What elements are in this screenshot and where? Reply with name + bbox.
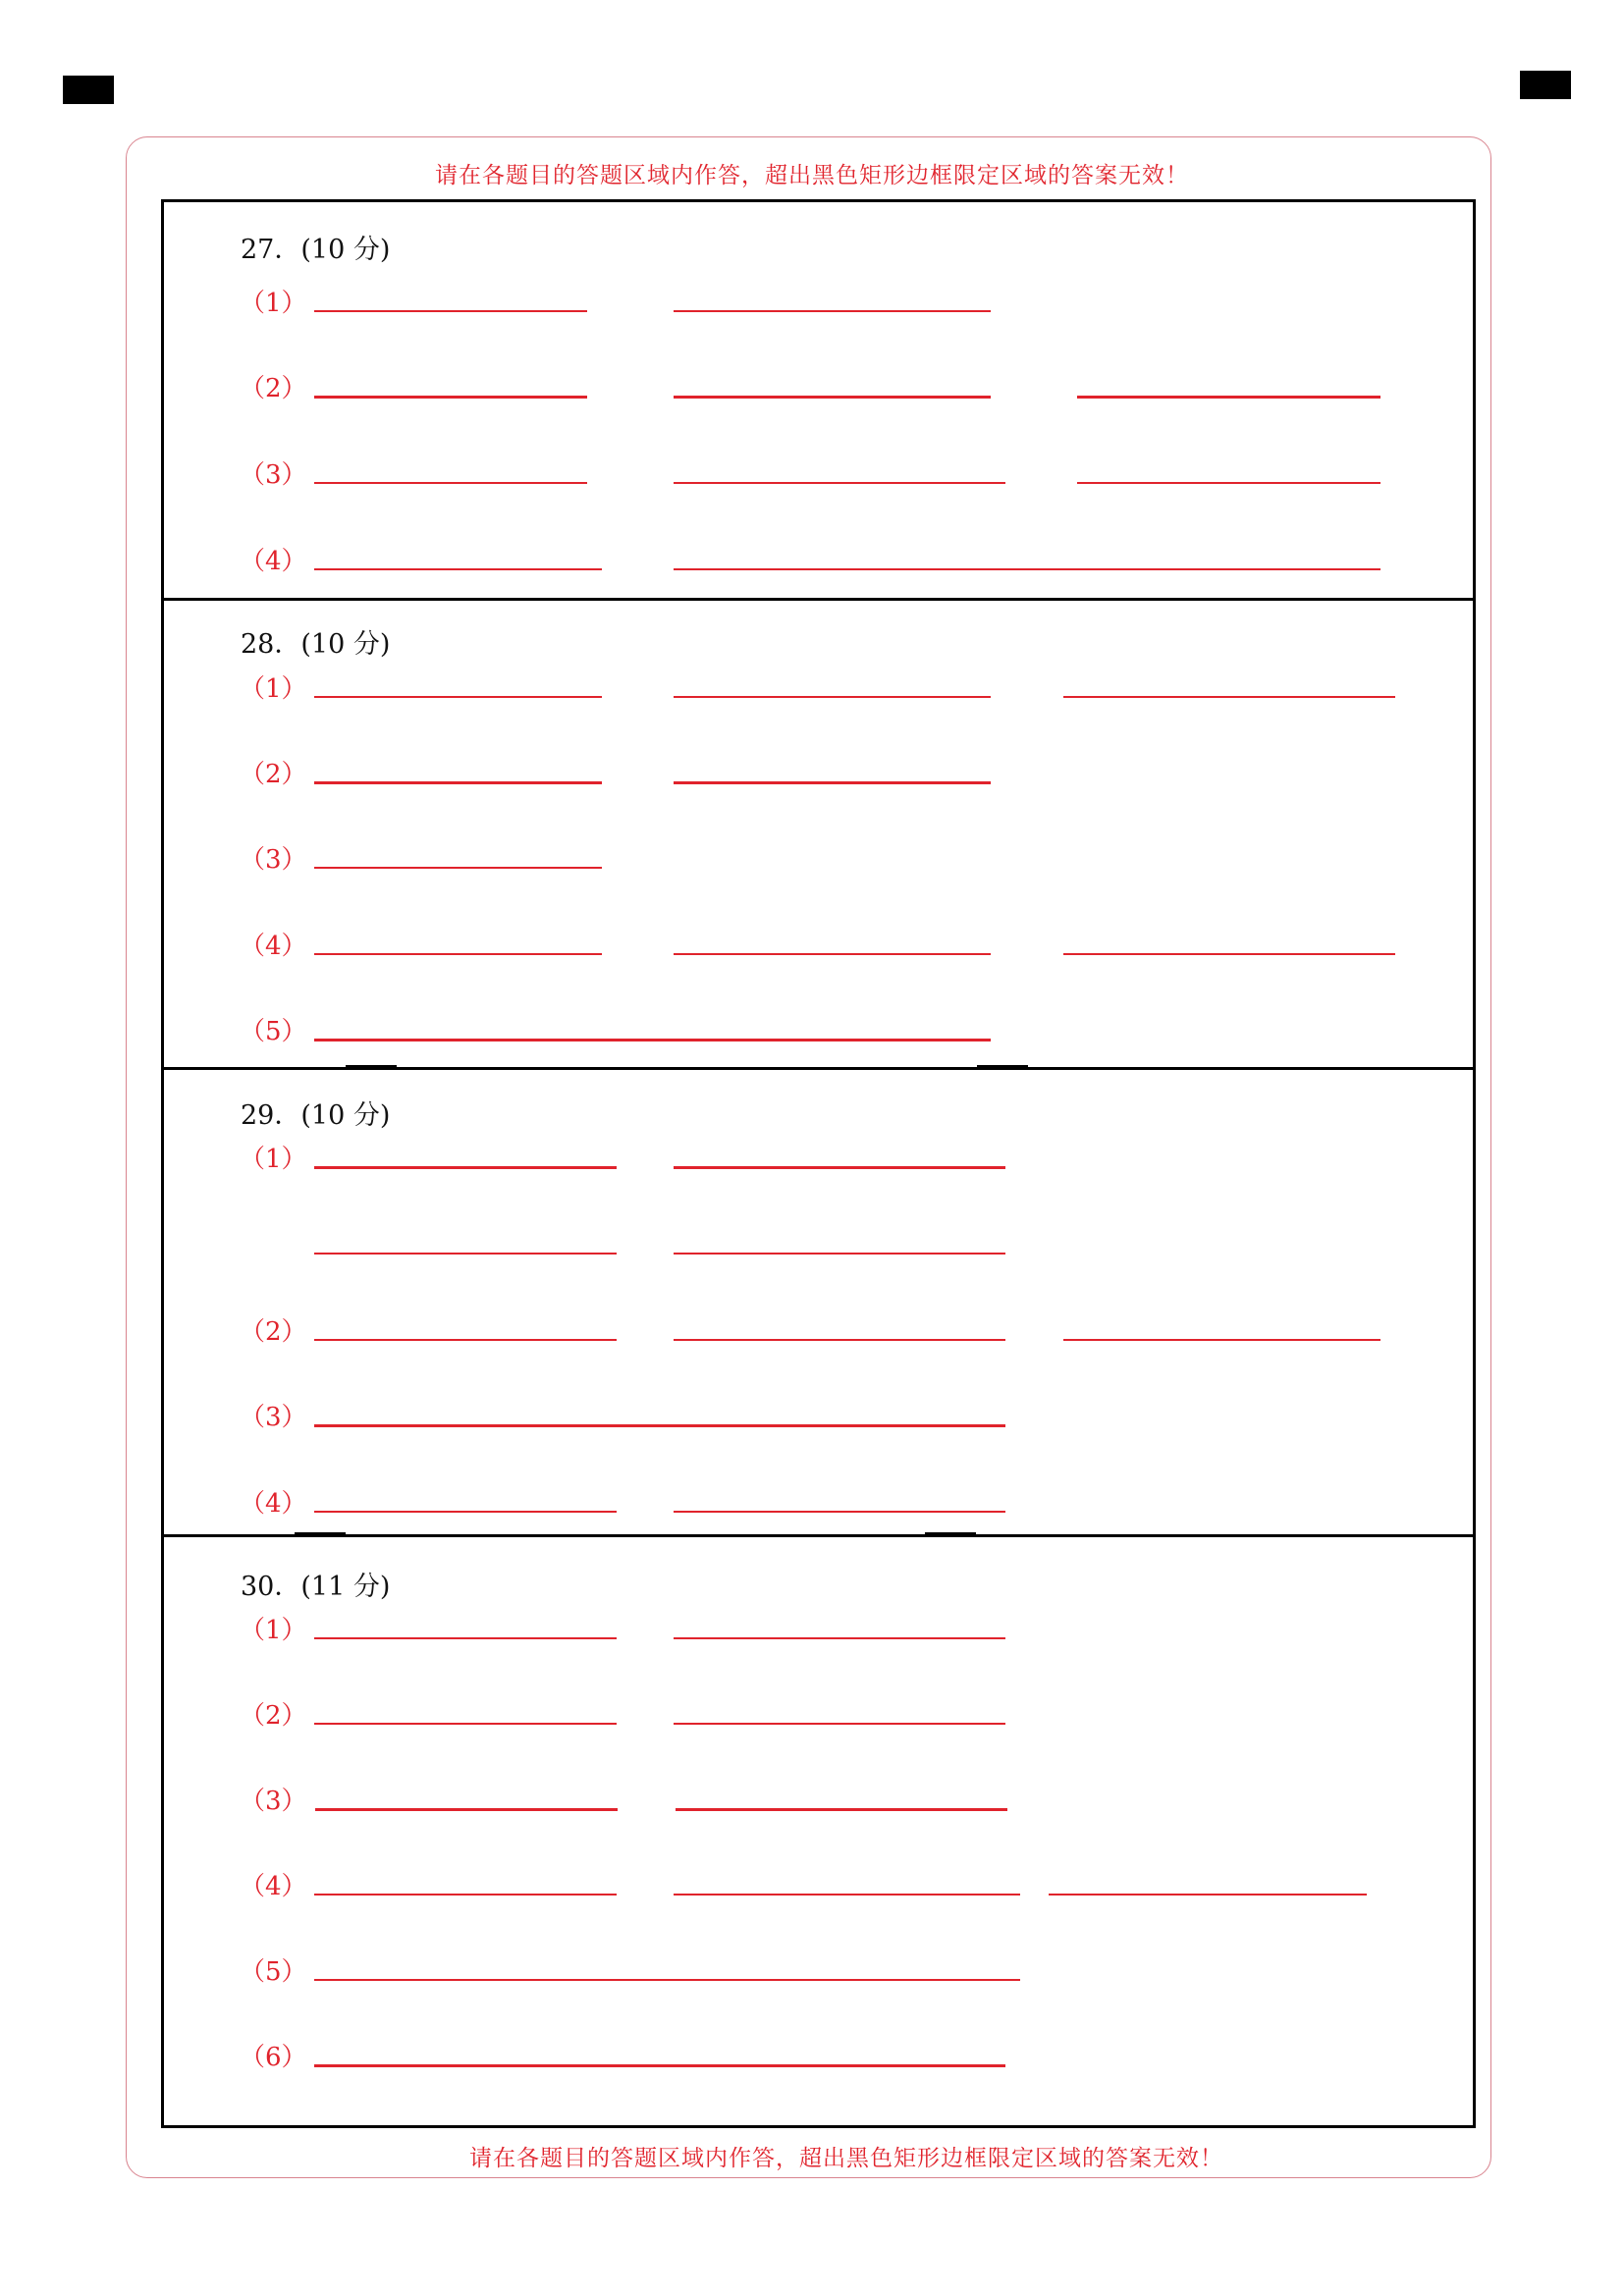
answer-blank[interactable] [674, 953, 991, 955]
answer-blank[interactable] [674, 1894, 1020, 1896]
answer-blank[interactable] [674, 1637, 1005, 1639]
answer-blank[interactable] [674, 781, 991, 784]
divider-29-30 [161, 1534, 1476, 1537]
answer-blank[interactable] [1077, 482, 1380, 484]
q29-label-1: （1） [240, 1145, 307, 1174]
answer-blank[interactable] [315, 1808, 618, 1811]
divider-mark [977, 1065, 1028, 1068]
answer-blank[interactable] [674, 1253, 1005, 1255]
answer-blank[interactable] [314, 953, 602, 955]
answer-blank[interactable] [1063, 1339, 1380, 1341]
answer-blank[interactable] [314, 1637, 617, 1639]
divider-mark [346, 1065, 397, 1068]
alignment-mark-right [1520, 71, 1571, 99]
divider-27-28 [161, 598, 1476, 601]
answer-blank[interactable] [314, 2064, 1005, 2067]
q29-label-2: （2） [240, 1317, 307, 1347]
answer-blank[interactable] [674, 1339, 1005, 1341]
answer-frame [161, 199, 1476, 2128]
q30-label-6: （6） [240, 2043, 307, 2072]
q28-label-3: （3） [240, 845, 307, 875]
answer-blank[interactable] [314, 1253, 617, 1255]
q27-label-4: （4） [240, 547, 307, 576]
answer-blank[interactable] [314, 568, 602, 570]
q30-label-1: （1） [240, 1616, 307, 1645]
alignment-mark-left [63, 76, 114, 104]
answer-blank[interactable] [674, 1723, 1005, 1725]
answer-blank[interactable] [314, 1979, 1020, 1981]
q28-label-5: （5） [240, 1017, 307, 1046]
q30-label-4: （4） [240, 1872, 307, 1901]
answer-blank[interactable] [1063, 696, 1395, 698]
answer-blank[interactable] [674, 1166, 1005, 1169]
answer-blank[interactable] [314, 1339, 617, 1341]
q30-label-3: （3） [240, 1787, 307, 1816]
answer-blank[interactable] [314, 1723, 617, 1725]
divider-mark [295, 1532, 346, 1535]
question-28-title: 28．(10 分) [241, 629, 391, 660]
q29-label-4: （4） [240, 1489, 307, 1519]
question-27-title: 27．(10 分) [241, 235, 391, 265]
q27-label-3: （3） [240, 460, 307, 490]
answer-blank[interactable] [314, 310, 587, 312]
answer-blank[interactable] [1077, 396, 1380, 399]
q30-label-2: （2） [240, 1701, 307, 1731]
question-30-title: 30．(11 分) [241, 1572, 391, 1602]
answer-blank[interactable] [674, 1511, 1005, 1513]
answer-blank[interactable] [674, 696, 991, 698]
q28-label-4: （4） [240, 932, 307, 961]
answer-blank[interactable] [674, 482, 1005, 484]
answer-blank[interactable] [1049, 1894, 1367, 1896]
divider-mark [925, 1532, 976, 1535]
q27-label-2: （2） [240, 374, 307, 403]
answer-blank[interactable] [314, 781, 602, 784]
answer-blank[interactable] [1063, 953, 1395, 955]
answer-blank[interactable] [314, 696, 602, 698]
q29-label-3: （3） [240, 1403, 307, 1432]
answer-blank[interactable] [314, 1511, 617, 1513]
q28-label-2: （2） [240, 760, 307, 789]
q28-label-1: （1） [240, 674, 307, 704]
q30-label-5: （5） [240, 1957, 307, 1987]
answer-blank[interactable] [314, 396, 587, 399]
answer-blank[interactable] [314, 1424, 1005, 1427]
q27-label-1: （1） [240, 289, 307, 318]
notice-top: 请在各题目的答题区域内作答，超出黑色矩形边框限定区域的答案无效！ [435, 163, 1189, 188]
answer-blank[interactable] [314, 482, 587, 484]
answer-blank[interactable] [314, 1166, 617, 1169]
notice-bottom: 请在各题目的答题区域内作答，超出黑色矩形边框限定区域的答案无效！ [469, 2146, 1223, 2171]
answer-blank[interactable] [676, 1808, 1007, 1811]
answer-blank[interactable] [314, 1039, 991, 1041]
answer-blank[interactable] [314, 1894, 617, 1896]
answer-blank[interactable] [674, 568, 1380, 570]
answer-blank[interactable] [314, 867, 602, 869]
answer-blank[interactable] [674, 310, 991, 312]
answer-blank[interactable] [674, 396, 991, 399]
question-29-title: 29．(10 分) [241, 1100, 391, 1131]
